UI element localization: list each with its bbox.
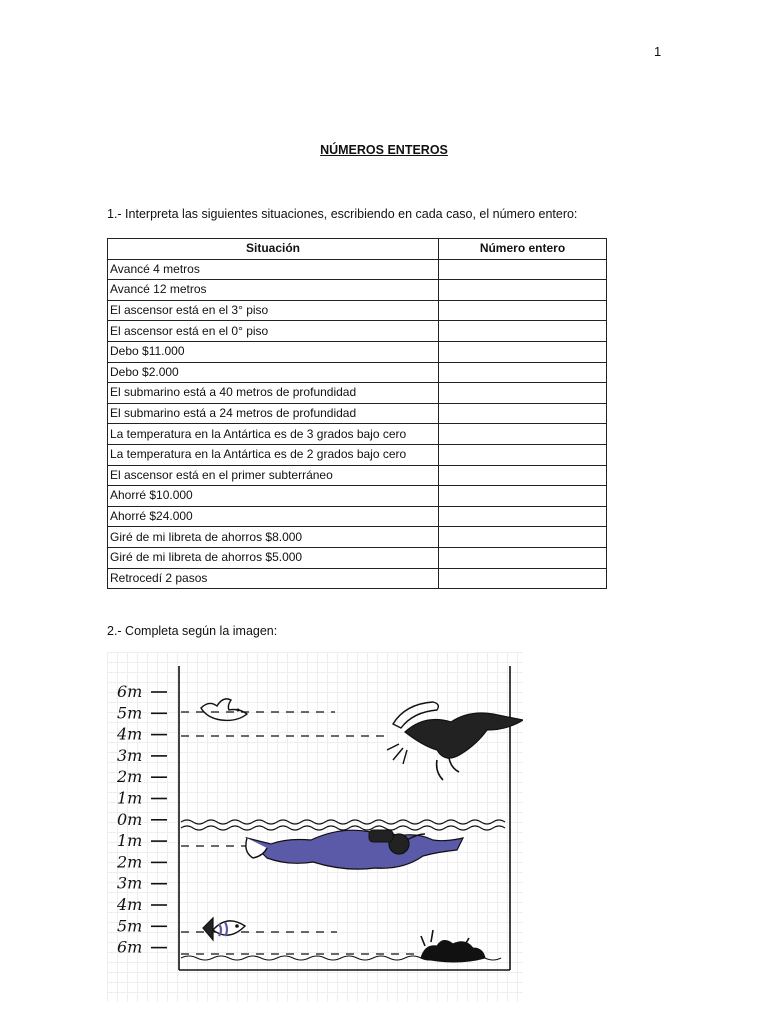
table-row [108,321,607,342]
figure-drawing [107,652,523,1002]
answer-cell[interactable] [439,383,607,404]
situation-cell: Debo $11.000 [108,341,439,362]
scale-label: 2m [117,852,143,872]
situation-cell: El ascensor está en el 3° piso [108,300,439,321]
table-row [108,547,607,568]
situation-cell: La temperatura en la Antártica es de 2 grados bajo cero [108,444,439,465]
table-row [108,259,607,280]
answer-cell[interactable] [439,362,607,383]
diver-drawing [246,830,463,869]
table-row [108,444,607,465]
situation-cell: Debo $2.000 [108,362,439,383]
situation-cell: El submarino está a 40 metros de profundidad [108,383,439,404]
scale-label: 6m [117,937,143,957]
answer-cell[interactable] [439,444,607,465]
scale-label: 3m [117,745,143,765]
situation-cell: La temperatura en la Antártica es de 3 grados bajo cero [108,424,439,445]
table-row [108,465,607,486]
scale-label: 4m [117,724,143,744]
scale-label: 3m [117,873,143,893]
page-title: NÚMEROS ENTEROS [320,143,448,157]
table-row [108,280,607,301]
answer-cell[interactable] [439,259,607,280]
answer-cell[interactable] [439,300,607,321]
fish-drawing [203,918,245,940]
scale-label: 6m [117,682,143,701]
situation-cell: El submarino está a 24 metros de profundidad [108,403,439,424]
table-row [108,527,607,548]
situation-cell: El ascensor está en el primer subterráneo [108,465,439,486]
scale-label: 1m [117,831,143,851]
table-row [108,424,607,445]
table-row [108,341,607,362]
crab-drawing [421,930,485,962]
question-1-prompt: 1.- Interpreta las siguientes situaciones, escribiendo en cada caso, el número entero: [107,207,578,221]
table-row [108,568,607,589]
situation-cell: Ahorré $24.000 [108,506,439,527]
situation-cell: Ahorré $10.000 [108,486,439,507]
situation-cell: Giré de mi libreta de ahorros $5.000 [108,547,439,568]
table-row [108,403,607,424]
table-row [108,383,607,404]
number-line-figure [107,652,523,1002]
scale-label: 2m [117,767,143,787]
answer-cell[interactable] [439,547,607,568]
answer-cell[interactable] [439,341,607,362]
answer-cell[interactable] [439,486,607,507]
situation-cell: Giré de mi libreta de ahorros $8.000 [108,527,439,548]
header-numero-entero: Número entero [439,239,607,260]
page-number: 1 [654,44,662,59]
situation-cell: Retrocedí 2 pasos [108,568,439,589]
situations-table [107,238,607,589]
situation-cell: Avancé 12 metros [108,280,439,301]
scale-label: 0m [117,809,143,829]
answer-cell[interactable] [439,403,607,424]
scale-label: 5m [117,916,143,936]
answer-cell[interactable] [439,568,607,589]
table-header-row [108,239,607,260]
header-situacion: Situación [108,239,439,260]
table-row [108,486,607,507]
answer-cell[interactable] [439,465,607,486]
scale-label: 4m [117,895,143,914]
situation-cell: Avancé 4 metros [108,259,439,280]
table-row [108,506,607,527]
water-surface-line-2 [181,826,505,830]
bird-drawing [201,699,247,721]
answer-cell[interactable] [439,321,607,342]
table-row [108,362,607,383]
pelican-drawing [387,702,523,780]
scale-label: 5m [117,703,143,723]
question-2-prompt: 2.- Completa según la imagen: [107,624,278,638]
answer-cell[interactable] [439,424,607,445]
answer-cell[interactable] [439,527,607,548]
answer-cell[interactable] [439,506,607,527]
table-row [108,300,607,321]
situation-cell: El ascensor está en el 0° piso [108,321,439,342]
scale-labels [116,682,167,957]
answer-cell[interactable] [439,280,607,301]
water-surface-line [181,820,505,824]
scale-label: 1m [117,788,143,808]
